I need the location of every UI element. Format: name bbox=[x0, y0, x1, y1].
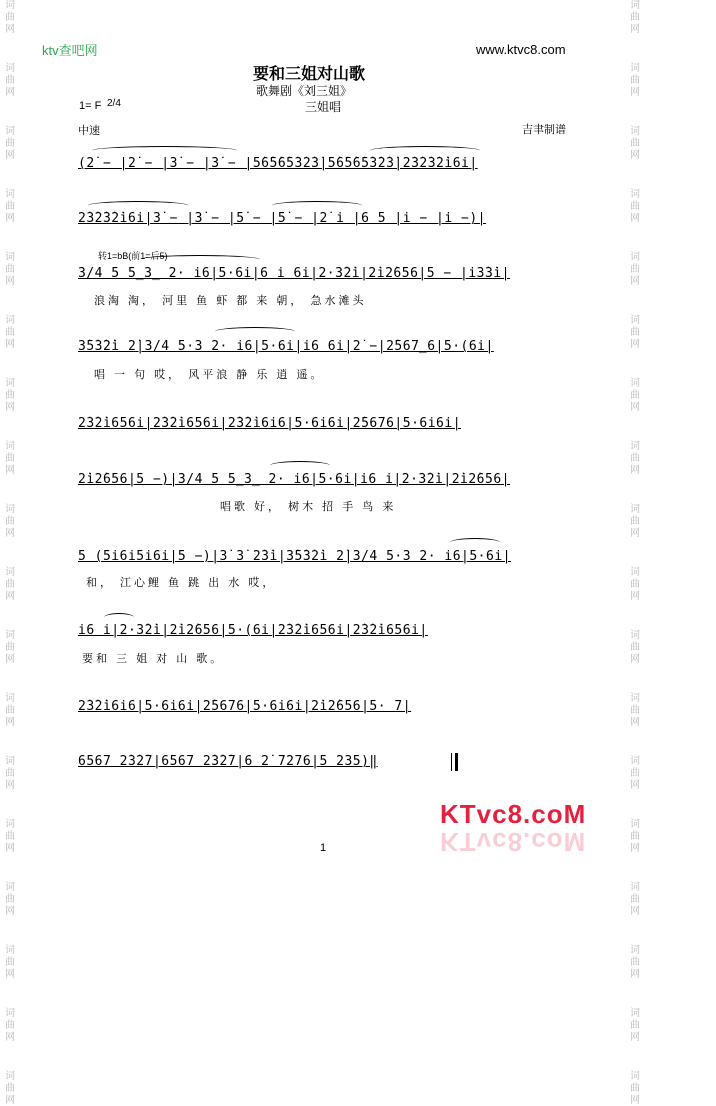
watermark-char: 曲 bbox=[630, 12, 640, 23]
performer: 三姐唱 bbox=[305, 100, 342, 114]
watermark-char: 曲 bbox=[5, 75, 15, 86]
watermark-char: 词 bbox=[630, 126, 640, 137]
watermark-char: 词 bbox=[5, 756, 15, 767]
watermark-char: 网 bbox=[5, 528, 15, 539]
watermark-char: 词 bbox=[630, 819, 640, 830]
watermark-char: 曲 bbox=[630, 1083, 640, 1094]
watermark-char: 网 bbox=[5, 654, 15, 665]
watermark-char: 网 bbox=[5, 465, 15, 476]
watermark-char: 网 bbox=[5, 150, 15, 161]
watermark-char: 曲 bbox=[630, 75, 640, 86]
watermark-char: 词 bbox=[5, 693, 15, 704]
watermark-char: 曲 bbox=[630, 138, 640, 149]
watermark-char: 词 bbox=[630, 1071, 640, 1082]
song-subtitle: 歌舞剧《刘三姐》 bbox=[256, 84, 353, 98]
score-line-3: 3/4 5 5̲3̲ 2· i6|5·6i|6 i 6i|2·3̇2̇i|2̇i2̇656|5 − |i3̇3̇i| bbox=[78, 266, 510, 281]
watermark-char: 词 bbox=[5, 1071, 15, 1082]
score-line-2: 2̇3̇2̇3̇2̇i6i|3̇ − |3̇ − |5̇ − |5̇ − |2̇ i |6 5 |i − |i −)| bbox=[78, 211, 487, 226]
watermark-char: 词 bbox=[630, 882, 640, 893]
watermark-char: 词 bbox=[630, 441, 640, 452]
watermark-char: 网 bbox=[5, 969, 15, 980]
watermark-char: 词 bbox=[5, 504, 15, 515]
watermark-char: 曲 bbox=[630, 768, 640, 779]
slur bbox=[450, 538, 500, 547]
watermark-char: 曲 bbox=[630, 579, 640, 590]
song-title: 要和三姐对山歌 bbox=[253, 66, 366, 83]
watermark-char: 词 bbox=[5, 567, 15, 578]
watermark-char: 网 bbox=[630, 717, 640, 728]
watermark-char: 曲 bbox=[630, 894, 640, 905]
slur bbox=[270, 461, 330, 470]
score-line-4: 3̇5̇3̇2̇i 2̇|3/4 5·3 2· i6|5·6i|i6 6i|2̇ −|2̇567̲6|5·(6i| bbox=[78, 339, 494, 354]
watermark-char: 词 bbox=[630, 315, 640, 326]
watermark-char: 网 bbox=[630, 1095, 640, 1106]
watermark-char: 网 bbox=[5, 780, 15, 791]
watermark-char: 词 bbox=[5, 126, 15, 137]
watermark-char: 词 bbox=[630, 63, 640, 74]
watermark-char: 词 bbox=[630, 189, 640, 200]
watermark-char: 网 bbox=[5, 276, 15, 287]
watermark-char: 网 bbox=[5, 87, 15, 98]
lyric-line-6: 唱歌 好， 树木 招 手 鸟 来 bbox=[220, 501, 397, 513]
lyric-line-8: 要和 三 姐 对 山 歌。 bbox=[82, 653, 225, 665]
slur bbox=[272, 201, 362, 210]
score-line-7: 5 (5i6i5i6i|5 −)|3̇ 3̇ 2̇3̇i|3̇5̇3̇2̇i 2̇|3/4 5·3 2· i6|5·6i| bbox=[78, 549, 511, 564]
watermark-char: 曲 bbox=[630, 264, 640, 275]
watermark-char: 词 bbox=[5, 441, 15, 452]
watermark-char: 词 bbox=[630, 504, 640, 515]
watermark-char: 曲 bbox=[5, 516, 15, 527]
watermark-char: 网 bbox=[5, 1032, 15, 1043]
watermark-char: 词 bbox=[5, 1008, 15, 1019]
watermark-char: 曲 bbox=[5, 1083, 15, 1094]
tempo-mark: 中速 bbox=[78, 125, 100, 137]
watermark-char: 网 bbox=[630, 780, 640, 791]
watermark-char: 词 bbox=[5, 630, 15, 641]
watermark-char: 词 bbox=[630, 252, 640, 263]
watermark-char: 词 bbox=[5, 945, 15, 956]
watermark-char: 曲 bbox=[630, 1020, 640, 1031]
watermark-char: 网 bbox=[630, 402, 640, 413]
slur bbox=[215, 327, 295, 336]
watermark-char: 网 bbox=[630, 87, 640, 98]
brand-name: ktv查吧网 bbox=[42, 43, 98, 58]
watermark-char: 词 bbox=[5, 0, 15, 11]
score-line-8: i6 i|2·3̇2̇i|2̇i2̇656|5·(6i|2̇3̇2̇i656i|2̇3̇2̇i656i| bbox=[78, 623, 428, 638]
watermark-char: 网 bbox=[5, 24, 15, 35]
watermark-char: 网 bbox=[630, 654, 640, 665]
slur bbox=[104, 613, 134, 622]
score-line-9: 2̇3̇2̇i6i6|5·6i6i|2̇5676|5·6i6i|2̇i2̇656|5· 7| bbox=[78, 699, 412, 714]
watermark-char: 网 bbox=[5, 339, 15, 350]
watermark-char: 曲 bbox=[5, 579, 15, 590]
watermark-char: 曲 bbox=[5, 327, 15, 338]
site-url: www.ktvc8.com bbox=[476, 42, 566, 57]
watermark-left bbox=[3, 0, 17, 1106]
watermark-char: 网 bbox=[630, 906, 640, 917]
watermark-char: 曲 bbox=[5, 201, 15, 212]
watermark-char: 曲 bbox=[630, 453, 640, 464]
slur bbox=[88, 201, 188, 210]
watermark-char: 网 bbox=[630, 465, 640, 476]
watermark-char: 网 bbox=[630, 591, 640, 602]
watermark-char: 网 bbox=[5, 1095, 15, 1106]
slur bbox=[370, 146, 480, 155]
watermark-char: 曲 bbox=[630, 390, 640, 401]
key-signature: 1= F bbox=[79, 100, 102, 112]
watermark-char: 曲 bbox=[5, 642, 15, 653]
final-barline-thick bbox=[455, 753, 458, 771]
watermark-char: 词 bbox=[5, 882, 15, 893]
watermark-char: 曲 bbox=[630, 327, 640, 338]
watermark-char: 词 bbox=[630, 756, 640, 767]
watermark-char: 网 bbox=[630, 969, 640, 980]
watermark-char: 网 bbox=[5, 843, 15, 854]
watermark-char: 词 bbox=[5, 252, 15, 263]
watermark-char: 网 bbox=[5, 402, 15, 413]
watermark-char: 曲 bbox=[630, 705, 640, 716]
watermark-char: 词 bbox=[5, 819, 15, 830]
ktvc8-logo: KTvc8.coM bbox=[440, 799, 587, 829]
watermark-char: 网 bbox=[5, 213, 15, 224]
modulation-mark: 转1=bB(前1=后5) bbox=[98, 251, 168, 261]
watermark-char: 曲 bbox=[5, 264, 15, 275]
watermark-char: 词 bbox=[5, 378, 15, 389]
watermark-char: 网 bbox=[630, 1032, 640, 1043]
score-line-1: (2̇ − |2̇ − |3̇ − |3̇ − |5̇6̇5̇6̇5̇3̇2̇3̇|5̇6̇5̇6̇5̇3̇2̇3̇|2̇3̇2̇3̇2̇i6i| bbox=[78, 156, 478, 171]
watermark-char: 曲 bbox=[630, 957, 640, 968]
final-barline-thin bbox=[451, 753, 452, 771]
lyric-line-7: 和， 江心鲤 鱼 跳 出 水 哎， bbox=[86, 577, 277, 589]
time-signature: 2/4 bbox=[107, 98, 121, 109]
watermark-char: 网 bbox=[630, 150, 640, 161]
watermark-char: 曲 bbox=[5, 768, 15, 779]
watermark-char: 曲 bbox=[5, 390, 15, 401]
watermark-char: 词 bbox=[630, 945, 640, 956]
ktvc8-logo-reflection: KTvc8.coM bbox=[440, 827, 587, 857]
watermark-char: 网 bbox=[630, 24, 640, 35]
watermark-char: 网 bbox=[630, 528, 640, 539]
watermark-char: 曲 bbox=[5, 1020, 15, 1031]
slur bbox=[140, 255, 260, 264]
watermark-char: 词 bbox=[630, 0, 640, 11]
watermark-char: 曲 bbox=[630, 201, 640, 212]
lyric-line-4: 唱 一 句 哎， 风平浪 静 乐 逍 遥。 bbox=[94, 369, 325, 381]
watermark-char: 网 bbox=[5, 591, 15, 602]
score-line-10: 6567 2̇3̇2̇7|6567 2̇3̇2̇7|6 2̇ 7276|5 235)‖ bbox=[78, 754, 378, 769]
page-number: 1 bbox=[320, 842, 327, 854]
watermark-char: 词 bbox=[630, 630, 640, 641]
watermark-char: 词 bbox=[630, 693, 640, 704]
watermark-char: 网 bbox=[630, 339, 640, 350]
watermark-char: 词 bbox=[630, 1008, 640, 1019]
watermark-right bbox=[628, 0, 642, 1106]
watermark-char: 曲 bbox=[630, 642, 640, 653]
watermark-char: 网 bbox=[630, 213, 640, 224]
lyric-line-3: 浪淘 淘， 河里 鱼 虾 都 来 朝， 急水滩头 bbox=[94, 295, 367, 307]
watermark-char: 词 bbox=[5, 315, 15, 326]
watermark-char: 词 bbox=[5, 63, 15, 74]
watermark-char: 曲 bbox=[630, 516, 640, 527]
score-line-5: 2̇3̇2̇i656i|2̇3̇2̇i656i|2̇3̇2̇i6i6|5·6i6i|2̇5676|5·6i6i| bbox=[78, 416, 462, 431]
watermark-char: 曲 bbox=[5, 138, 15, 149]
watermark-char: 网 bbox=[630, 843, 640, 854]
watermark-char: 词 bbox=[5, 189, 15, 200]
watermark-char: 曲 bbox=[5, 453, 15, 464]
watermark-char: 曲 bbox=[5, 831, 15, 842]
watermark-char: 曲 bbox=[5, 705, 15, 716]
watermark-char: 曲 bbox=[5, 894, 15, 905]
watermark-char: 曲 bbox=[630, 831, 640, 842]
slur bbox=[92, 146, 237, 155]
watermark-char: 网 bbox=[5, 906, 15, 917]
score-line-6: 2̇i2̇656|5 −)|3/4 5 5̲3̲ 2· i6|5·6i|i6 i|2·3̇2̇i|2̇i2̇656| bbox=[78, 472, 510, 487]
watermark-char: 曲 bbox=[5, 957, 15, 968]
watermark-char: 曲 bbox=[5, 12, 15, 23]
arranger: 吉聿制谱 bbox=[522, 124, 566, 136]
watermark-char: 词 bbox=[630, 378, 640, 389]
watermark-char: 网 bbox=[630, 276, 640, 287]
watermark-char: 网 bbox=[5, 717, 15, 728]
watermark-char: 词 bbox=[630, 567, 640, 578]
